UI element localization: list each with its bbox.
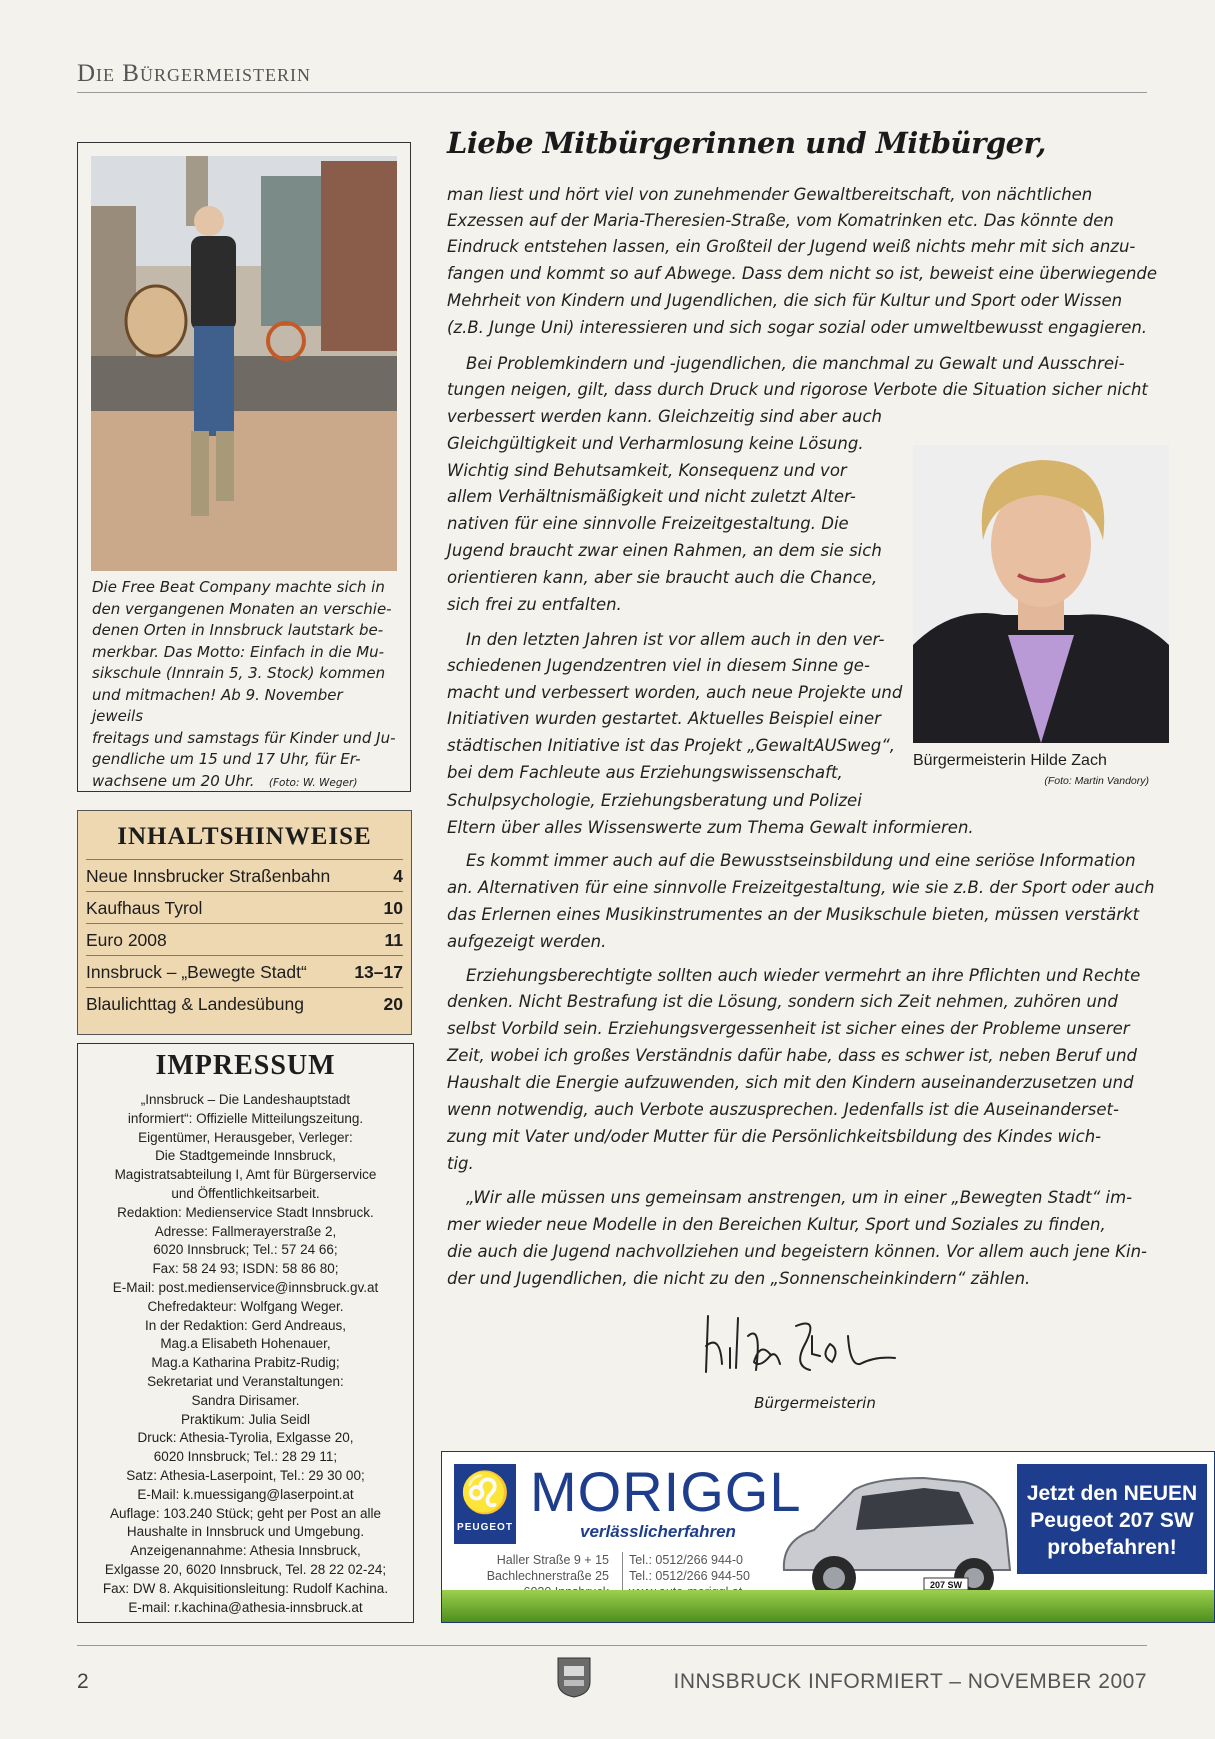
ad-promo-line: probefahren! (1047, 1536, 1177, 1559)
footer-crest (556, 1656, 592, 1703)
article-line: sich frei zu entfalten. (447, 595, 622, 614)
article-line: Es kommt immer auch auf die Bewusstseinsbildung und eine seriöse Information (466, 851, 1136, 870)
contents-label: Blaulichttag & Landesübung (86, 993, 304, 1014)
impressum-line: 6020 Innsbruck; Tel.: 28 29 11; (153, 1449, 338, 1465)
impressum-line: Chefredakteur: Wolfgang Weger. (147, 1298, 344, 1314)
impressum-body (80, 1091, 411, 1617)
article-line: das Erlernen eines Musikinstrumentes an der Musikschule bieten, müssen verstärkt (447, 905, 1140, 924)
article-line: Mehrheit von Kindern und Jugendlichen, die sich für Kultur und Sport oder Wissen (447, 291, 1123, 310)
contents-box (77, 810, 412, 1035)
impressum-line: Exlgasse 20, 6020 Innsbruck, Tel. 28 22 02-24; (104, 1561, 387, 1577)
photo-credit: (Foto: W. Weger) (268, 776, 358, 789)
peugeot-brand-text: PEUGEOT (457, 1522, 513, 1533)
impressum-line: Redaktion: Medienservice Stadt Innsbruck. (117, 1204, 374, 1220)
article-line: macht und verbessert worden, auch neue Projekte und (447, 683, 903, 702)
signature (700, 1306, 910, 1391)
photo-caption-last: wachsene um 20 Uhr. (92, 771, 255, 790)
article-line: schiedenen Jugendzentren viel in diesem Sinne ge- (447, 656, 870, 675)
portrait-illustration (913, 445, 1169, 743)
ad-company-name: MORIGGL (530, 1460, 802, 1523)
ad-phone[interactable]: Tel.: 0512/266 944-0 (629, 1553, 743, 1567)
article-line: fangen und kommt so auf Abwege. Dass dem nicht so ist, beweist eine überwiegende (447, 264, 1158, 283)
impressum-line: Mag.a Elisabeth Hohenauer, (160, 1336, 331, 1352)
article-line: Initiativen wurden gestartet. Aktuelles Beispiel einer (447, 709, 881, 728)
impressum-line: Satz: Athesia-Laserpoint, Tel.: 29 30 00; (126, 1467, 365, 1483)
article-line: „Wir alle müssen uns gemeinsam anstrengen, um in einer „Bewegten Stadt“ im- (466, 1188, 1133, 1207)
article-line: Wichtig sind Behutsamkeit, Konsequenz und vor (447, 461, 847, 480)
ad-slogan: verlässlicherfahren (580, 1522, 736, 1541)
moriggl-ad[interactable] (441, 1451, 1215, 1623)
impressum-line: Auflage: 103.240 Stück; geht per Post an alle (110, 1505, 381, 1521)
contents-title: INHALTSHINWEISE (117, 823, 372, 850)
article-line: Bei Problemkindern und -jugendlichen, die manchmal zu Gewalt und Ausschrei- (466, 354, 1125, 373)
ad-promo-line: Peugeot 207 SW (1030, 1509, 1194, 1532)
impressum-line: In der Redaktion: Gerd Andreaus, (144, 1317, 347, 1333)
photo-caption-line (92, 771, 397, 795)
contents-row[interactable] (86, 859, 403, 892)
photo-caption-line: Die Free Beat Company machte sich in (92, 578, 385, 596)
header-rule (77, 92, 1147, 93)
impressum-box (77, 1043, 414, 1623)
photo-caption-line: den vergangenen Monaten an verschie- (92, 599, 392, 618)
impressum-line: Haushalte in Innsbruck und Umgebung. (126, 1524, 365, 1540)
ad-phone[interactable]: Tel.: 0512/266 944-50 (629, 1569, 750, 1583)
footer-rule (77, 1645, 1147, 1646)
ad-grass (442, 1590, 1214, 1622)
impressum-email[interactable]: E-Mail: k.muessigang@laserpoint.at (137, 1486, 354, 1502)
impressum-line: Sekretariat und Veranstaltungen: (147, 1373, 344, 1389)
impressum-line: Druck: Athesia-Tyrolia, Exlgasse 20, (137, 1430, 354, 1446)
impressum-line: und Öffentlichkeitsarbeit. (171, 1185, 320, 1201)
contents-page: 13–17 (354, 961, 403, 982)
contents-label: Euro 2008 (86, 929, 167, 950)
photo-drummer-illustration (91, 156, 397, 571)
impressum-line: Praktikum: Julia Seidl (180, 1411, 311, 1427)
footer-page-number: 2 (77, 1670, 89, 1693)
article-line: Erziehungsberechtigte sollten auch wieder vermehrt an ihre Pflichten und Rechte (466, 966, 1141, 985)
article-line: Schulpsychologie, Erziehungsberatung und Polizei (447, 791, 862, 810)
contents-page: 4 (393, 865, 403, 886)
article-line: die auch die Jugend nachvollziehen und begeistern können. Vor allem auch jene Kin- (447, 1242, 1147, 1261)
impressum-line: Anzeigenannahme: Athesia Innsbruck, (130, 1543, 361, 1559)
article-line: denken. Nicht Bestrafung ist die Lösung, sondern sich Zeit nehmen, zuhören und (447, 992, 1118, 1011)
article-line: tungen neigen, gilt, dass durch Druck und rigorose Verbote die Situation sicher nicht (447, 380, 1148, 399)
article-line: orientieren kann, aber sie braucht auch die Chance, (447, 568, 878, 587)
contents-row[interactable] (86, 987, 403, 1020)
article-line: Eindruck entstehen lassen, ein Großteil der Jugend weiß nichts mehr mit sich anzu- (447, 237, 1136, 256)
article-line: städtischen Initiative ist das Projekt „GewaltAUSweg“, (447, 736, 896, 755)
impressum-line: Eigentümer, Herausgeber, Verleger: (138, 1129, 353, 1145)
impressum-line: 6020 Innsbruck; Tel.: 57 24 66; (153, 1242, 338, 1258)
contents-label: Innsbruck – „Bewegte Stadt“ (86, 961, 307, 982)
impressum-line: Magistratsabteilung I, Amt für Bürgerservice (114, 1167, 377, 1183)
article-line: verbessert werden kann. Gleichzeitig sind aber auch (447, 407, 883, 426)
photo-drummer (91, 156, 397, 571)
impressum-line: Sandra Dirisamer. (191, 1392, 300, 1408)
page-header-title: Die Bürgermeisterin (77, 60, 311, 87)
article-line: aufgezeigt werden. (447, 932, 607, 951)
car-image (774, 1460, 1014, 1610)
contents-row[interactable] (86, 955, 403, 988)
article-line: tig. (447, 1154, 474, 1173)
article-line: selbst Vorbild sein. Erziehungsvergessenheit ist sicher eines der Probleme unserer (447, 1019, 1130, 1038)
city-crest-icon (556, 1656, 592, 1698)
peugeot-logo (454, 1464, 516, 1544)
article-line: allem Verhältnismäßigkeit und nicht zuletzt Alter- (447, 487, 856, 506)
article-line: Zeit, wobei ich großes Verständnis dafür habe, dass es schwer ist, neben Beruf und (447, 1046, 1137, 1065)
portrait-caption: Bürgermeisterin Hilde Zach (913, 752, 1107, 769)
contents-label: Kaufhaus Tyrol (86, 897, 203, 918)
article-line: In den letzten Jahren ist vor allem auch in den ver- (466, 630, 885, 649)
impressum-line: Fax: DW 8. Akquisitionsleitung: Rudolf Kachina. (102, 1580, 389, 1596)
photo-caption-line: denen Orten in Innsbruck lautstark be- (92, 621, 384, 639)
impressum-line: Mag.a Katharina Prabitz-Rudig; (151, 1355, 340, 1371)
article-line: an. Alternativen für eine sinnvolle Freizeitgestaltung, wie sie z.B. der Sport oder auch (447, 878, 1155, 897)
article-line: der und Jugendlichen, die nicht zu den „Sonnenscheinkindern“ zählen. (447, 1269, 1031, 1288)
article-line: Gleichgültigkeit und Verharmlosung keine Lösung. (447, 434, 864, 453)
ad-promo-banner[interactable] (1017, 1464, 1207, 1574)
lion-icon: ♌ (460, 1471, 510, 1515)
contents-row[interactable] (86, 891, 403, 924)
impressum-line: Adresse: Fallmerayerstraße 2, (154, 1223, 337, 1239)
contents-row[interactable] (86, 923, 403, 956)
contents-label: Neue Innsbrucker Straßenbahn (86, 865, 331, 886)
footer-publication-title: INNSBRUCK INFORMIERT – NOVEMBER 2007 (673, 1670, 1147, 1693)
article-line: Jugend braucht zwar einen Rahmen, an dem sie sich (447, 541, 882, 560)
signature-drawing (700, 1306, 910, 1386)
photo-caption (92, 577, 397, 794)
ad-address-line: Bachlechnerstraße 25 (486, 1569, 609, 1583)
article-heading: Liebe Mitbürgerinnen und Mitbürger, (447, 126, 1046, 160)
article-line: mer wieder neue Modelle in den Bereichen Kultur, Sport und Soziales zu finden, (447, 1215, 1106, 1234)
article-line: Exzessen auf der Maria-Theresien-Straße, vom Komatrinken etc. Das könnte den (447, 211, 1114, 230)
impressum-line: „Innsbruck – Die Landeshauptstadt (140, 1092, 351, 1107)
article-line: nativen für eine sinnvolle Freizeitgestaltung. Die (447, 514, 849, 533)
portrait-credit: (Foto: Martin Vandory) (1044, 775, 1149, 787)
car-plate: 207 SW (929, 1580, 963, 1590)
photo-caption-line: gendliche um 15 und 17 Uhr, für Er- (92, 750, 361, 768)
impressum-title: IMPRESSUM (155, 1050, 336, 1081)
photo-caption-line: sikschule (Innrain 5, 3. Stock) kommen (92, 664, 386, 682)
portrait-photo (913, 445, 1169, 743)
article-line: man liest und hört viel von zunehmender Gewaltbereitschaft, von nächtlichen (447, 185, 1093, 204)
article-line: wenn notwendig, auch Verbote auszusprechen. Jedenfalls ist die Auseinanderset- (447, 1100, 1119, 1119)
article-line: Haushalt die Energie aufzuwenden, sich mit den Kindern auseinanderzusetzen und (447, 1073, 1134, 1092)
impressum-email[interactable]: E-Mail: post.medienservice@innsbruck.gv.at (112, 1279, 379, 1295)
photo-box (77, 142, 411, 792)
contents-page: 10 (383, 897, 403, 918)
signature-label: Bürgermeisterin (754, 1394, 876, 1412)
impressum-line: Die Stadtgemeinde Innsbruck, (155, 1148, 336, 1164)
article-line: (z.B. Junge Uni) interessieren und sich sogar sozial oder umweltbewusst engagieren. (447, 318, 1148, 337)
ad-address-line: Haller Straße 9 + 15 (496, 1553, 609, 1567)
article-line: Eltern über alles Wissenswerte zum Thema Gewalt informieren. (447, 818, 974, 837)
contents-page: 11 (384, 929, 403, 950)
impressum-line: Fax: 58 24 93; ISDN: 58 86 80; (152, 1261, 339, 1277)
photo-caption-line: und mitmachen! Ab 9. November jeweils (92, 685, 343, 725)
impressum-line: informiert“: Offizielle Mitteilungszeitung. (127, 1110, 364, 1126)
contents-page: 20 (383, 993, 403, 1014)
impressum-email[interactable]: E-mail: r.kachina@athesia-innsbruck.at (128, 1599, 363, 1615)
article-line: bei dem Fachleute aus Erziehungswissenschaft, (447, 763, 843, 782)
photo-caption-line: merkbar. Das Motto: Einfach in die Mu- (92, 642, 385, 661)
article-line: zung mit Vater und/oder Mutter für die Persönlichkeitsbildung des Kindes wich- (447, 1127, 1102, 1146)
photo-caption-line: freitags und samstags für Kinder und Ju- (92, 728, 396, 747)
ad-promo-line: Jetzt den NEUEN (1026, 1482, 1198, 1505)
